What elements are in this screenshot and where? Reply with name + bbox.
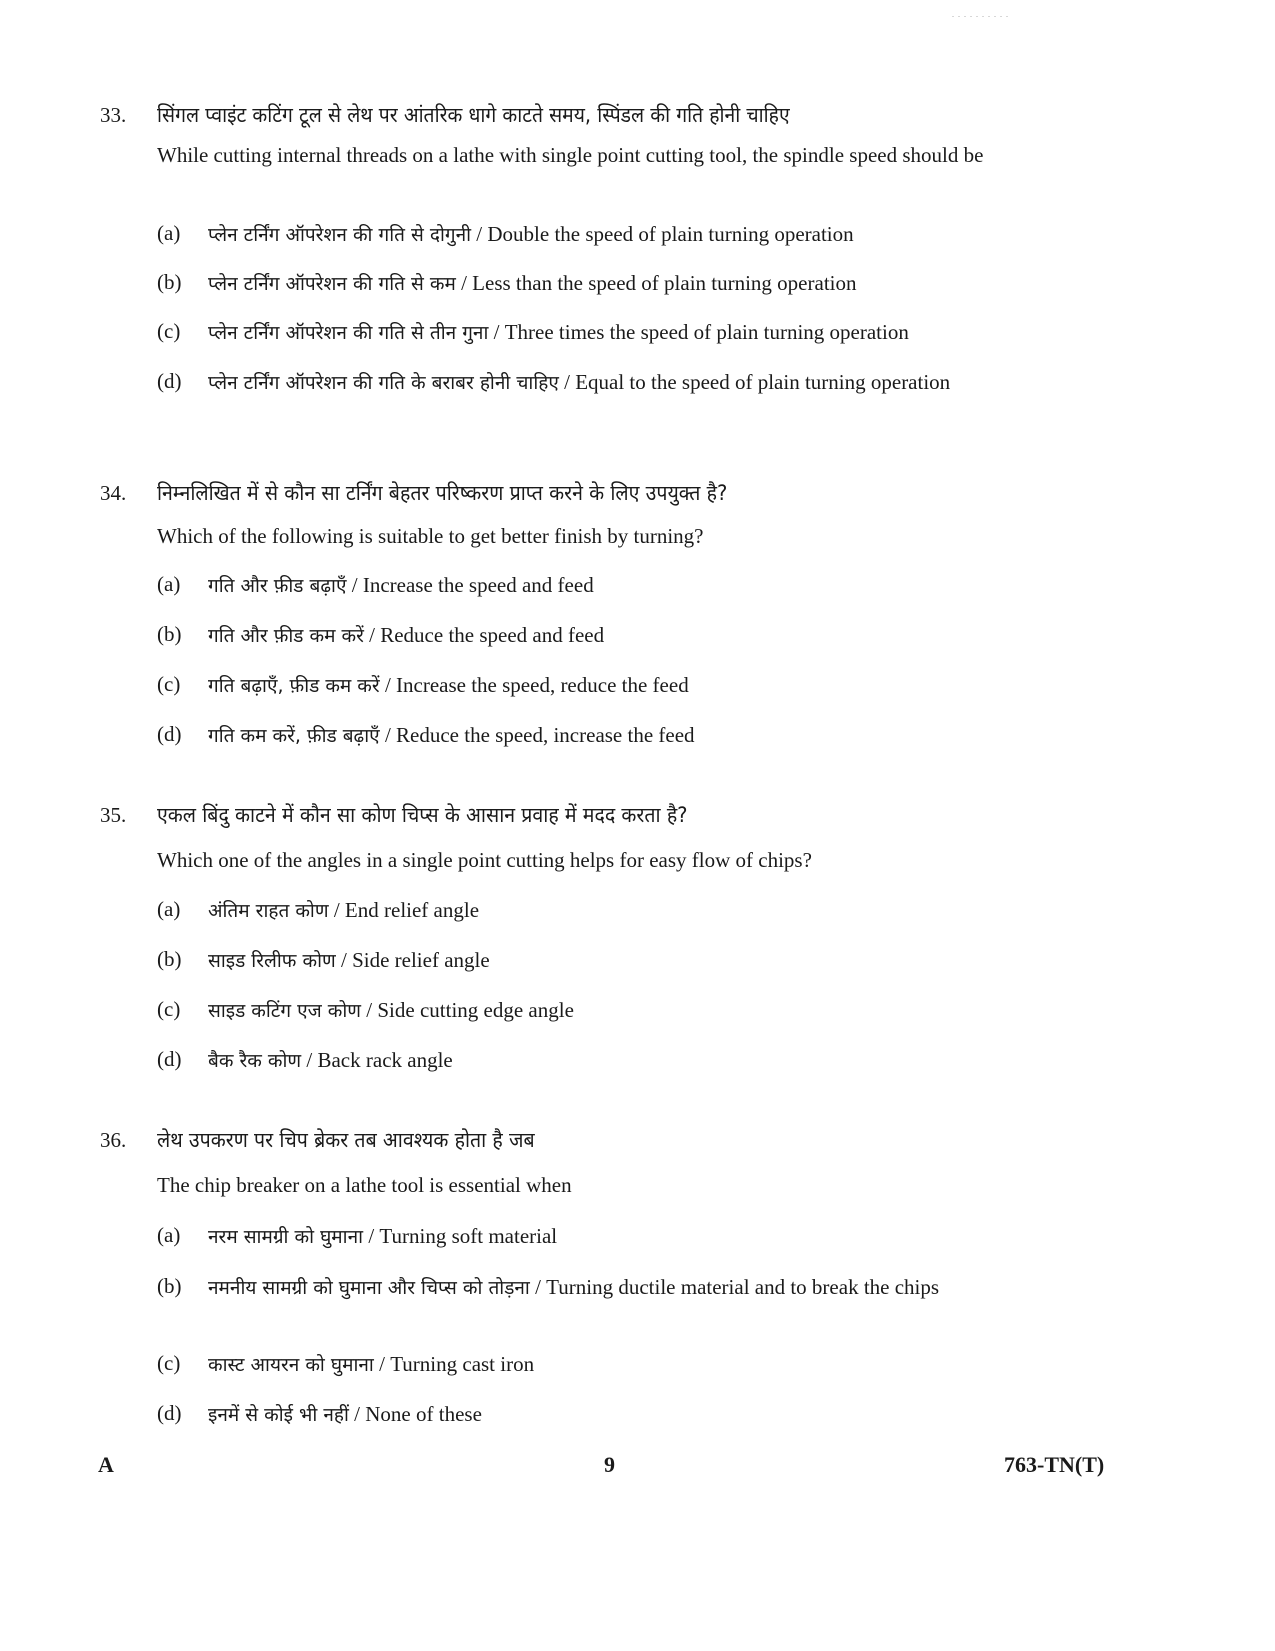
option-text: अंतिम राहत कोण / End relief angle	[208, 898, 480, 922]
option-label: (d)	[157, 1047, 182, 1071]
option-label: (c)	[157, 319, 181, 343]
option-text: गति और फ़ीड कम करें / Reduce the speed and feed	[208, 623, 605, 647]
option-label: (d)	[157, 722, 182, 746]
paper-code: 763-TN(T)	[1004, 1452, 1105, 1477]
option-label: (c)	[157, 672, 181, 696]
option-text: साइड कटिंग एज कोण / Side cutting edge angle	[208, 998, 574, 1022]
option-label: (c)	[157, 1351, 181, 1375]
option-text: गति कम करें, फ़ीड बढ़ाएँ / Reduce the speed, increase the feed	[208, 723, 695, 747]
question-text-hindi: एकल बिंदु काटने में कौन सा कोण चिप्स के आसान प्रवाह में मदद करता है?	[157, 803, 688, 827]
option-text: प्लेन टर्निंग ऑपरेशन की गति से दोगुनी / Double the speed of plain turning operation	[208, 222, 854, 246]
question-number: 35.	[100, 803, 127, 827]
option-label: (a)	[157, 1223, 181, 1247]
option-label: (b)	[157, 947, 182, 971]
option-text: गति बढ़ाएँ, फ़ीड कम करें / Increase the speed, reduce the feed	[208, 673, 689, 697]
page-number: 9	[604, 1452, 615, 1477]
option-text: नरम सामग्री को घुमाना / Turning soft material	[208, 1224, 558, 1248]
question-text-english: Which of the following is suitable to get better finish by turning?	[157, 524, 704, 548]
option-label: (d)	[157, 369, 182, 393]
option-text: कास्ट आयरन को घुमाना / Turning cast iron	[208, 1352, 535, 1376]
series-code: A	[98, 1452, 114, 1477]
question-text-english: Which one of the angles in a single point cutting helps for easy flow of chips?	[157, 848, 812, 872]
question-text-english: While cutting internal threads on a lathe with single point cutting tool, the spindle speed should be	[157, 143, 984, 167]
option-text: नमनीय सामग्री को घुमाना और चिप्स को तोड़ना / Turning ductile material and to break the chips	[208, 1275, 940, 1299]
question-number: 34.	[100, 481, 127, 505]
option-text: इनमें से कोई भी नहीं / None of these	[208, 1402, 482, 1426]
option-label: (a)	[157, 572, 181, 596]
question-number: 33.	[100, 103, 127, 127]
option-text: बैक रैक कोण / Back rack angle	[208, 1048, 453, 1072]
option-text: साइड रिलीफ कोण / Side relief angle	[208, 948, 490, 972]
option-label: (c)	[157, 997, 181, 1021]
option-label: (d)	[157, 1401, 182, 1425]
question-text-hindi: लेथ उपकरण पर चिप ब्रेकर तब आवश्यक होता है जब	[157, 1128, 535, 1152]
question-text-hindi: निम्नलिखित में से कौन सा टर्निंग बेहतर परिष्करण प्राप्त करने के लिए उपयुक्त है?	[157, 481, 728, 505]
option-text: प्लेन टर्निंग ऑपरेशन की गति से कम / Less than the speed of plain turning operation	[208, 271, 857, 295]
question-text-english: The chip breaker on a lathe tool is essential when	[157, 1173, 572, 1197]
option-label: (b)	[157, 622, 182, 646]
page-footer	[0, 1452, 1275, 1492]
question-text-hindi: सिंगल प्वाइंट कटिंग टूल से लेथ पर आंतरिक धागे काटते समय, स्पिंडल की गति होनी चाहिए	[157, 103, 790, 127]
option-label: (a)	[157, 221, 181, 245]
option-text: गति और फ़ीड बढ़ाएँ / Increase the speed and feed	[208, 573, 594, 597]
option-text: प्लेन टर्निंग ऑपरेशन की गति से तीन गुना / Three times the speed of plain turning operation	[208, 320, 909, 344]
scan-artifact: . . . . . . . . . .	[952, 10, 1009, 19]
option-label: (b)	[157, 1274, 182, 1298]
option-text: प्लेन टर्निंग ऑपरेशन की गति के बराबर होनी चाहिए / Equal to the speed of plain turning operation	[208, 370, 951, 394]
question-number: 36.	[100, 1128, 127, 1152]
option-label: (a)	[157, 897, 181, 921]
option-label: (b)	[157, 270, 182, 294]
